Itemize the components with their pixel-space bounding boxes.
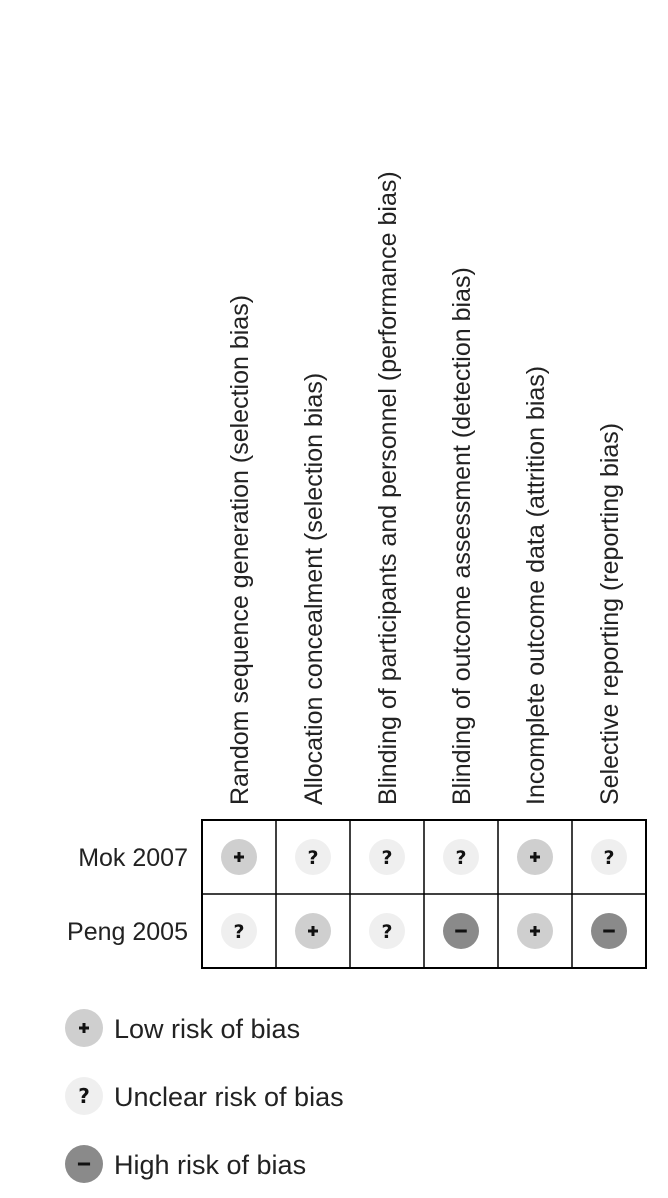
question-sign: ? [307, 847, 319, 869]
cell-peng-2005-5-high [591, 913, 627, 949]
legend-label-low: Low risk of bias [114, 1014, 301, 1044]
legend-symbol-low [65, 1009, 103, 1047]
column-header-random-sequence-generation-selection-bias: Random sequence generation (selection bias) [226, 294, 254, 805]
row-labels [67, 844, 188, 946]
question-sign: ? [78, 1084, 90, 1108]
column-header-selective-reporting-reporting-bias: Selective reporting (reporting bias) [596, 422, 624, 805]
judgement-grid [202, 820, 646, 968]
question-sign: ? [233, 921, 245, 943]
legend-symbol-high [65, 1145, 103, 1183]
cell-mok-2007-5-unclear [591, 839, 627, 875]
legend-symbol-unclear [65, 1077, 103, 1115]
plus-sign-v [534, 852, 537, 862]
minus-sign [78, 1163, 90, 1166]
cell-peng-2005-4-low [517, 913, 553, 949]
cell-peng-2005-2-unclear [369, 913, 405, 949]
cell-mok-2007-3-unclear [443, 839, 479, 875]
plus-sign-v [534, 926, 537, 936]
legend [65, 1009, 344, 1183]
row-label-mok-2007: Mok 2007 [78, 844, 188, 872]
question-sign: ? [381, 921, 393, 943]
row-label-peng-2005: Peng 2005 [67, 918, 188, 946]
plus-sign-v [238, 852, 241, 862]
cell-peng-2005-0-unclear [221, 913, 257, 949]
cell-mok-2007-4-low [517, 839, 553, 875]
minus-sign [455, 930, 467, 933]
question-sign: ? [455, 847, 467, 869]
cell-mok-2007-0-low [221, 839, 257, 875]
cell-peng-2005-1-low [295, 913, 331, 949]
column-header-blinding-of-participants-and-personnel-performance-bias: Blinding of participants and personnel (performance bias) [374, 171, 402, 805]
plus-sign-v [83, 1023, 86, 1033]
question-sign: ? [603, 847, 615, 869]
cell-peng-2005-3-high [443, 913, 479, 949]
legend-label-unclear: Unclear risk of bias [114, 1082, 344, 1112]
column-header-allocation-concealment-selection-bias: Allocation concealment (selection bias) [300, 372, 328, 805]
column-header-incomplete-outcome-data-attrition-bias: Incomplete outcome data (attrition bias) [522, 365, 550, 805]
column-headers [226, 171, 624, 805]
cell-mok-2007-2-unclear [369, 839, 405, 875]
question-sign: ? [381, 847, 393, 869]
cell-mok-2007-1-unclear [295, 839, 331, 875]
legend-label-high: High risk of bias [114, 1150, 307, 1180]
column-header-blinding-of-outcome-assessment-detection-bias: Blinding of outcome assessment (detection bias) [448, 267, 476, 805]
plus-sign-v [312, 926, 315, 936]
minus-sign [603, 930, 615, 933]
